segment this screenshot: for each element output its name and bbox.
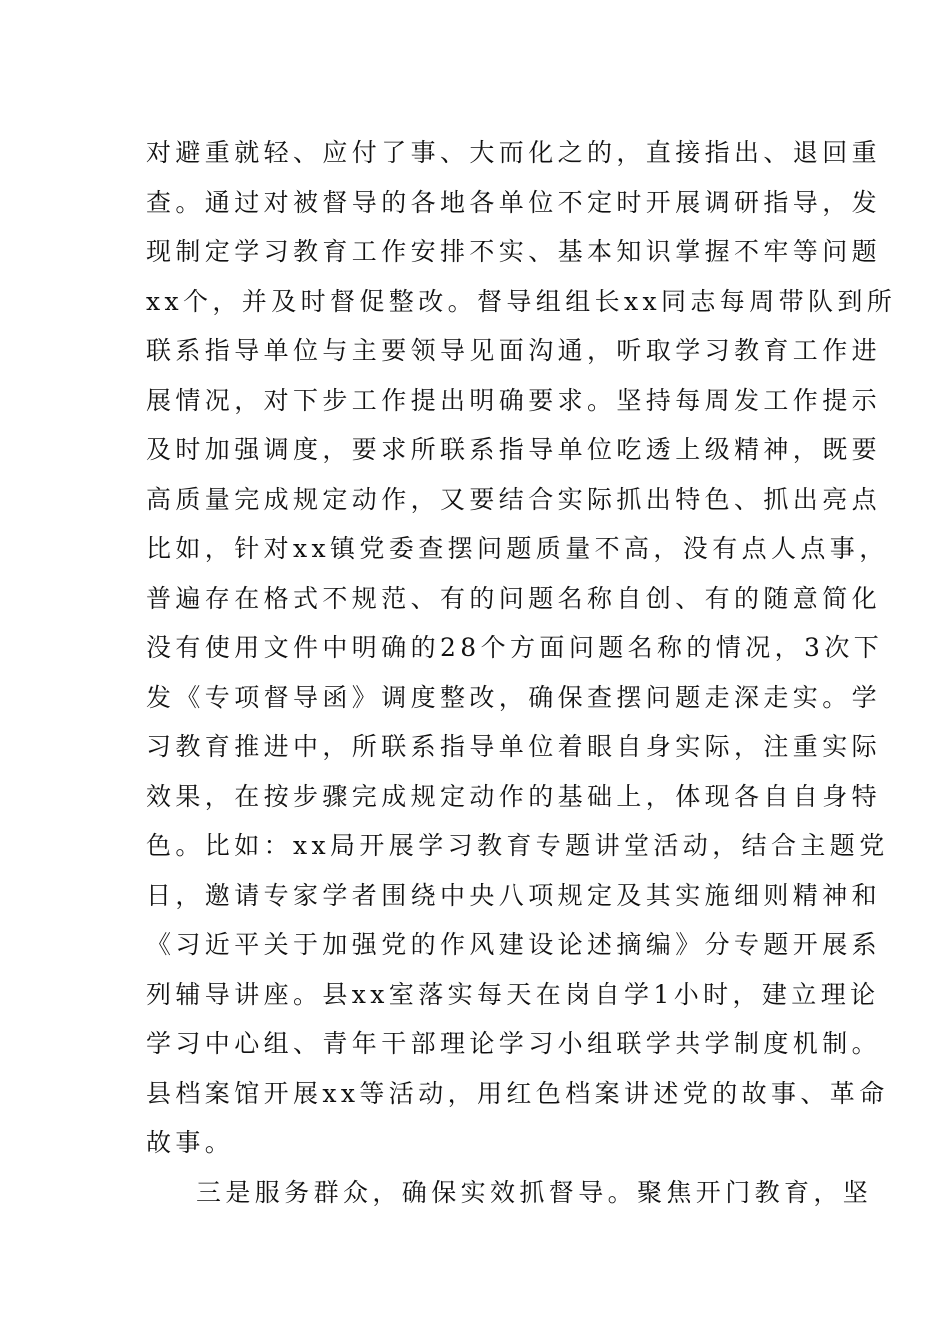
text-line: 色。比如：xx局开展学习教育专题讲堂活动，结合主题党 (146, 831, 889, 860)
text-line: 及时加强调度，要求所联系指导单位吃透上级精神，既要 (146, 435, 882, 464)
body-text (146, 128, 897, 1217)
text-line: 习教育推进中，所联系指导单位着眼自身实际，注重实际 (146, 732, 882, 761)
text-line: 发《专项督导函》调度整改，确保查摆问题走深走实。学 (146, 682, 882, 712)
text-line: 效果，在按步骤完成规定动作的基础上，体现各自自身特 (146, 781, 882, 811)
text-line: 学习中心组、青年干部理论学习小组联学共学制度机制。 (146, 1029, 882, 1058)
text-line: 比如，针对xx镇党委查摆问题质量不高，没有点人点事， (146, 534, 889, 563)
text-line: 对避重就轻、应付了事、大而化之的，直接指出、退回重 (146, 138, 882, 167)
text-line: 联系指导单位与主要领导见面沟通，听取学习教育工作进 (146, 336, 882, 365)
paragraph-start-line: 三是服务群众，确保实效抓督导。聚焦开门教育，坚 (196, 1177, 873, 1207)
text-line: 查。通过对被督导的各地各单位不定时开展调研指导，发 (146, 187, 882, 217)
text-line: 普遍存在格式不规范、有的问题名称自创、有的随意简化 (146, 583, 882, 613)
text-line: 县档案馆开展xx等活动，用红色档案讲述党的故事、革命 (146, 1078, 889, 1108)
text-line: 展情况，对下步工作提出明确要求。坚持每周发工作提示 (146, 385, 882, 415)
text-line: 故事。 (146, 1128, 235, 1157)
text-line: 《习近平关于加强党的作风建设论述摘编》分专题开展系 (146, 930, 882, 959)
text-line: 列辅导讲座。县xx室落实每天在岗自学1小时，建立理论 (146, 979, 880, 1009)
text-line: 现制定学习教育工作安排不实、基本知识掌握不牢等问题 (146, 237, 882, 266)
text-line: 高质量完成规定动作，又要结合实际抓出特色、抓出亮点 (146, 484, 882, 514)
text-line: xx个，并及时督促整改。督导组组长xx同志每周带队到所 (146, 286, 897, 316)
text-line: 没有使用文件中明确的28个方面问题名称的情况，3次下 (146, 633, 884, 662)
text-line: 日，邀请专家学者围绕中央八项规定及其实施细则精神和 (146, 880, 882, 910)
